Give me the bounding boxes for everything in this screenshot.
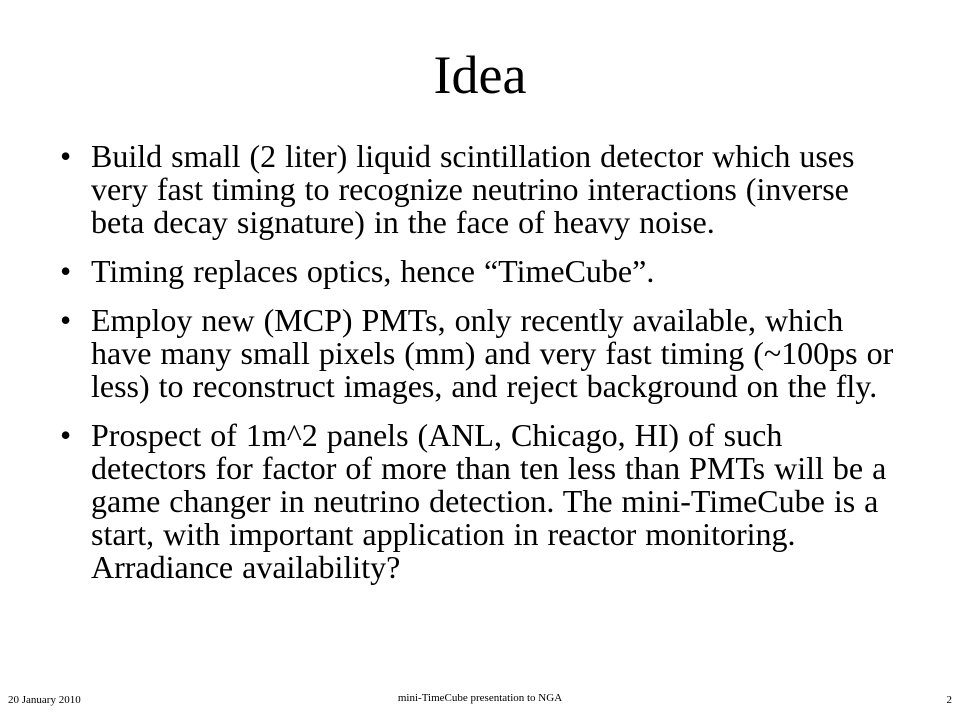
bullet-icon: • bbox=[60, 253, 72, 289]
bullet-item bbox=[60, 304, 900, 403]
bullet-item bbox=[60, 140, 900, 239]
page-number: 2 bbox=[946, 694, 952, 706]
footer-date: 20 January 2010 bbox=[8, 694, 81, 706]
bullet-item bbox=[60, 255, 900, 288]
slide-title: Idea bbox=[433, 45, 527, 105]
bullet-list bbox=[60, 140, 900, 600]
bullet-text: Prospect of 1m^2 panels (ANL, Chicago, HI) of such detectors for factor of more than ten less than PMTs will be a game changer in neutrino detection. The mini-TimeCube is a start, with important application in reactor monitoring. Arradiance availability? bbox=[91, 417, 887, 585]
bullet-text: Timing replaces optics, hence “TimeCube”. bbox=[91, 253, 655, 289]
bullet-icon: • bbox=[60, 417, 72, 453]
bullet-icon: • bbox=[60, 302, 72, 338]
footer-presentation-title: mini-TimeCube presentation to NGA bbox=[397, 692, 563, 704]
bullet-icon: • bbox=[60, 138, 72, 174]
bullet-item bbox=[60, 419, 900, 584]
bullet-text: Build small (2 liter) liquid scintillation detector which uses very fast timing to recognize neutrino interactions (inverse beta decay signature) in the face of heavy noise. bbox=[91, 138, 855, 240]
bullet-text: Employ new (MCP) PMTs, only recently available, which have many small pixels (mm) and very fast timing (~100ps or less) to reconstruct images, and reject background on the fly. bbox=[91, 302, 894, 404]
